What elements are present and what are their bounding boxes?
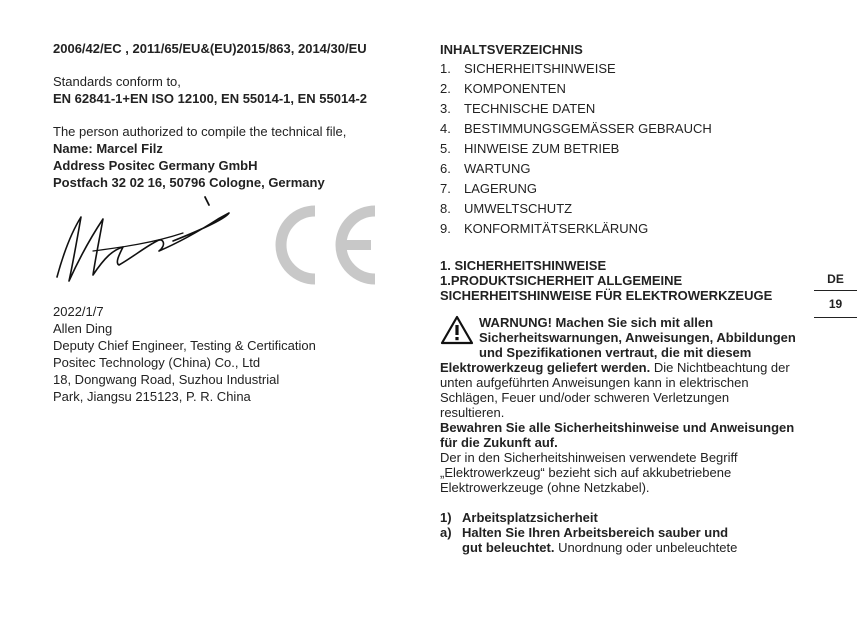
toc-item: 3. TECHNISCHE DATEN [440,101,596,116]
tab-divider [814,317,857,318]
subsection-heading: 1) Arbeitsplatzsicherheit [440,510,598,525]
directives-line: 2006/42/EC , 2011/65/EU&(EU)2015/863, 2014/30/EU [53,41,367,56]
language-tab [814,268,857,318]
toc-heading: INHALTSVERZEICHNIS [440,42,583,57]
company-address-2: Park, Jiangsu 215123, P. R. China [53,389,251,404]
toc-item: 6. WARTUNG [440,161,531,176]
warning-line: resultieren. [440,405,505,420]
content-column [440,40,808,555]
toc-item: 2. KOMPONENTEN [440,81,566,96]
warning-line: Elektrowerkzeug geliefert werden. Die Nichtbeachtung der [440,360,790,375]
toc-list [440,59,808,239]
ce-mark-icon [265,201,385,289]
toc-item: 9. KONFORMITÄTSERKLÄRUNG [440,221,649,236]
standards-line: EN 62841-1+EN ISO 12100, EN 55014-1, EN 55014-2 [53,91,368,106]
warning-triangle-icon [440,315,474,345]
term-definition-line: Elektrowerkzeuge (ohne Netzkabel). [440,480,650,495]
toc-item: 8. UMWELTSCHUTZ [440,201,573,216]
warning-line: Schlägen, Feuer und/oder schweren Verletzungen [440,390,730,405]
subsection-item: a) Halten Sie Ihren Arbeitsbereich sauber und [440,525,729,540]
authorized-postfach: Postfach 32 02 16, 50796 Cologne, Germany [53,175,325,190]
warning-line: Sicherheitswarnungen, Anweisungen, Abbildungen [479,330,796,345]
company-name: Positec Technology (China) Co., Ltd [53,355,261,370]
signature-block [53,195,423,303]
language-code: DE [827,272,844,286]
authorized-name: Name: Marcel Filz [53,141,163,156]
term-definition-line: „Elektrowerkzeug“ bezieht sich auf akkubetriebene [440,465,732,480]
declaration-column [53,40,423,405]
signature-icon [53,195,238,290]
warning-block [440,315,808,420]
warning-line: WARNUNG! Machen Sie sich mit allen [479,315,714,330]
company-address-1: 18, Dongwang Road, Suzhou Industrial [53,372,280,387]
warning-line: unten aufgeführten Anweisungen kann in elektrischen [440,375,749,390]
keep-instructions-line: für die Zukunft auf. [440,435,558,450]
toc-item: 4. BESTIMMUNGSGEMÄSSER GEBRAUCH [440,121,712,136]
term-definition-line: Der in den Sicherheitshinweisen verwendete Begriff [440,450,738,465]
section-title: 1. SICHERHEITSHINWEISE 1.PRODUKTSICHERHEIT ALLGEMEINE SICHERHEITSHINWEISE FÜR ELEKTROWERKZEUGE [440,258,773,303]
declaration-date: 2022/1/7 [53,304,104,319]
subsection-item-continued: gut beleuchtet. Unordnung oder unbeleuchtete [462,540,738,555]
warning-line: und Spezifikationen vertraut, die mit diesem [479,345,752,360]
page-number: 19 [828,297,843,311]
toc-item: 5. HINWEISE ZUM BETRIEB [440,141,620,156]
authorized-address: Address Positec Germany GmbH [53,158,258,173]
standards-intro: Standards conform to, [53,74,181,89]
authorized-intro: The person authorized to compile the technical file, [53,124,347,139]
signer-name: Allen Ding [53,321,113,336]
signer-title: Deputy Chief Engineer, Testing & Certification [53,338,316,353]
toc-item: 1. SICHERHEITSHINWEISE [440,61,616,76]
toc-item: 7. LAGERUNG [440,181,537,196]
keep-instructions-line: Bewahren Sie alle Sicherheitshinweise und Anweisungen [440,420,795,435]
